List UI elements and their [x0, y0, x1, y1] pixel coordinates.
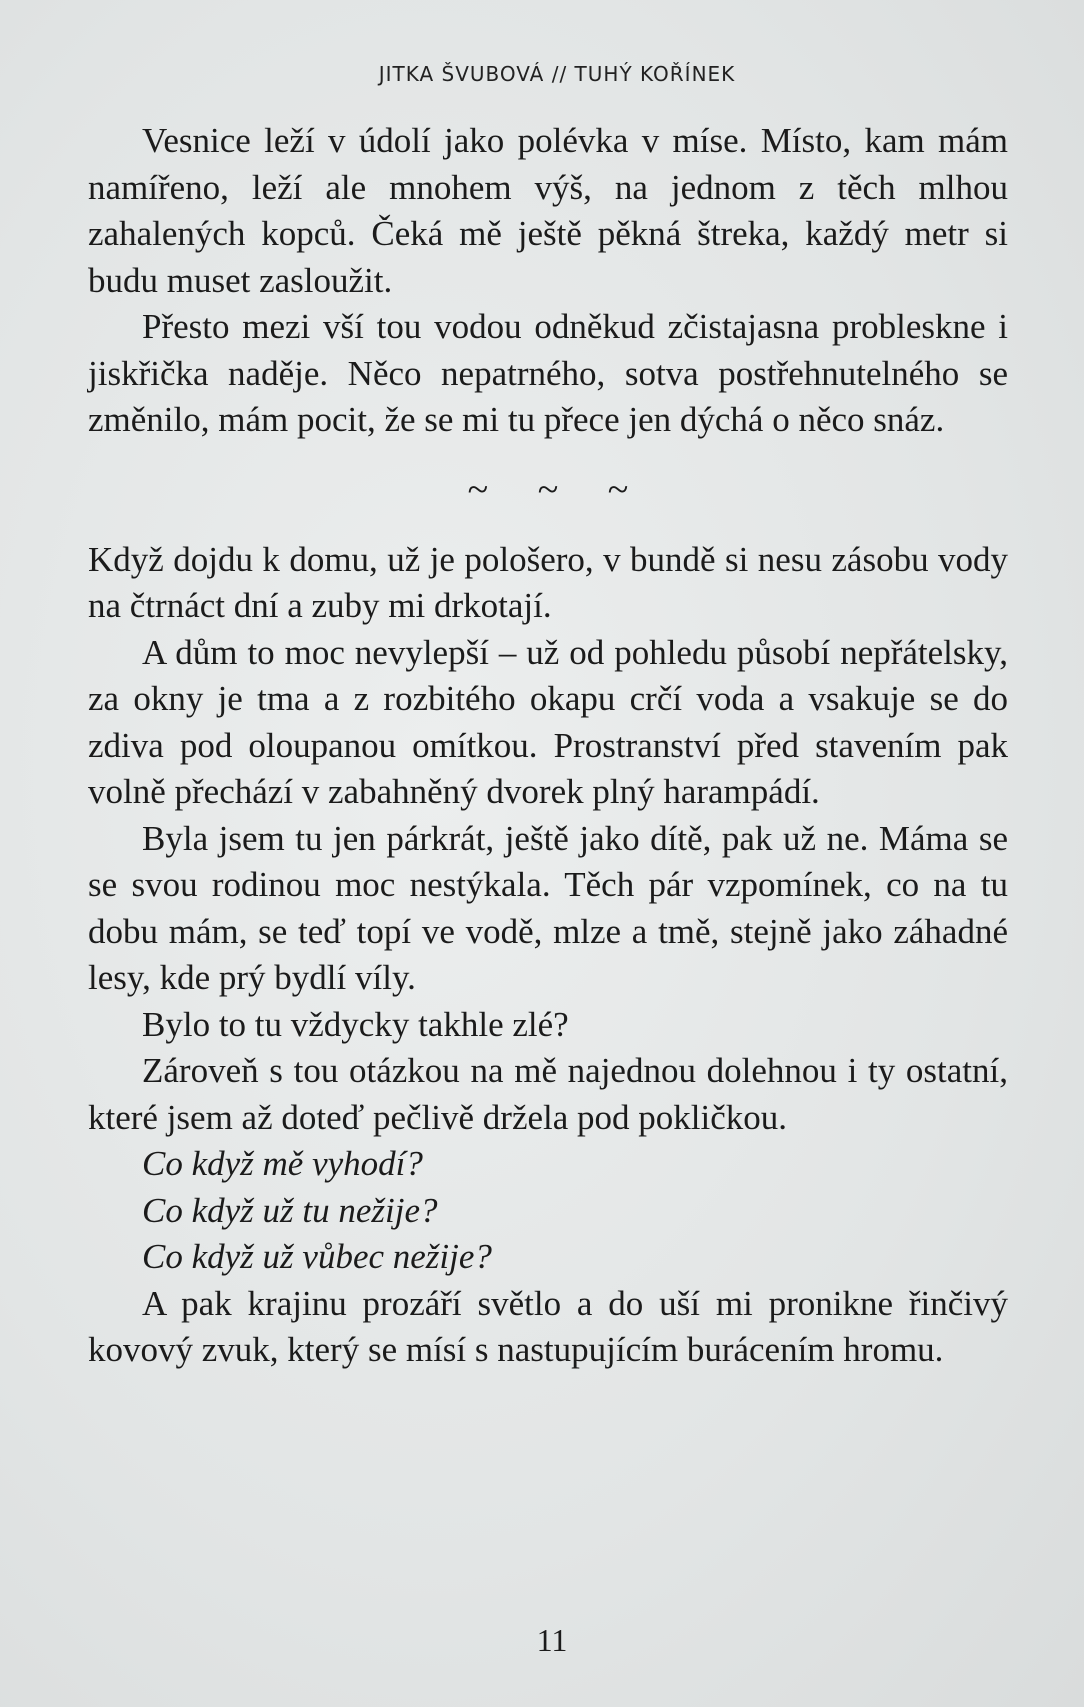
italic-line: Co když mě vyhodí?	[142, 1144, 423, 1183]
paragraph: A dům to moc nevylepší – už od pohledu působí nepřátelsky, za okny je tma a z rozbitého okapu crčí voda a vsakuje se do zdiva pod oloupanou omítkou. Prostranství před stavením pak volně přechází v zabahněný dvorek plný harampádí.	[88, 632, 1008, 811]
paragraph: Bylo to tu vždycky takhle zlé?	[142, 1004, 569, 1044]
italic-line: Co když už tu nežije?	[142, 1190, 438, 1230]
body-text	[88, 118, 1008, 1374]
section-separator: ~ ~ ~	[467, 468, 649, 511]
paragraph: Přesto mezi vší tou vodou odněkud zčistajasna probleskne i jiskřička naděje. Něco nepatrného, sotva postřehnutelného se změnilo, mám pocit, že se mi tu přece jen dýchá o něco snáz.	[88, 307, 1008, 439]
page-number: 11	[536, 1622, 568, 1658]
paragraph: Vesnice leží v údolí jako polévka v míse. Místo, kam mám namířeno, leží ale mnohem výš, na jednom z těch mlhou zahalených kopců. Čeká mě ještě pěkná štreka, každý metr si budu muset zasloužit.	[88, 121, 1008, 300]
paragraph: Když dojdu k domu, už je pološero, v bundě si nesu zásobu vody na čtrnáct dní a zuby mi drkotají.	[88, 539, 1008, 625]
paragraph: Byla jsem tu jen párkrát, ještě jako dítě, pak už ne. Máma se se svou rodinou moc nestýkala. Těch pár vzpomínek, co na tu dobu mám, se teď topí ve vodě, mlze a tmě, stejně jako záhadné lesy, kde prý bydlí víly.	[88, 818, 1008, 997]
running-header: JITKA ŠVUBOVÁ // TUHÝ KOŘÍNEK	[378, 62, 736, 86]
paragraph: A pak krajinu prozáří světlo a do uší mi pronikne řinčivý kovový zvuk, který se mísí s nastupujícím burácením hromu.	[88, 1283, 1008, 1369]
paragraph: Zároveň s tou otázkou na mě najednou dolehnou i ty ostatní, které jsem až doteď pečlivě držela pod pokličkou.	[88, 1051, 1008, 1137]
italic-line: Co když už vůbec nežije?	[142, 1237, 492, 1276]
